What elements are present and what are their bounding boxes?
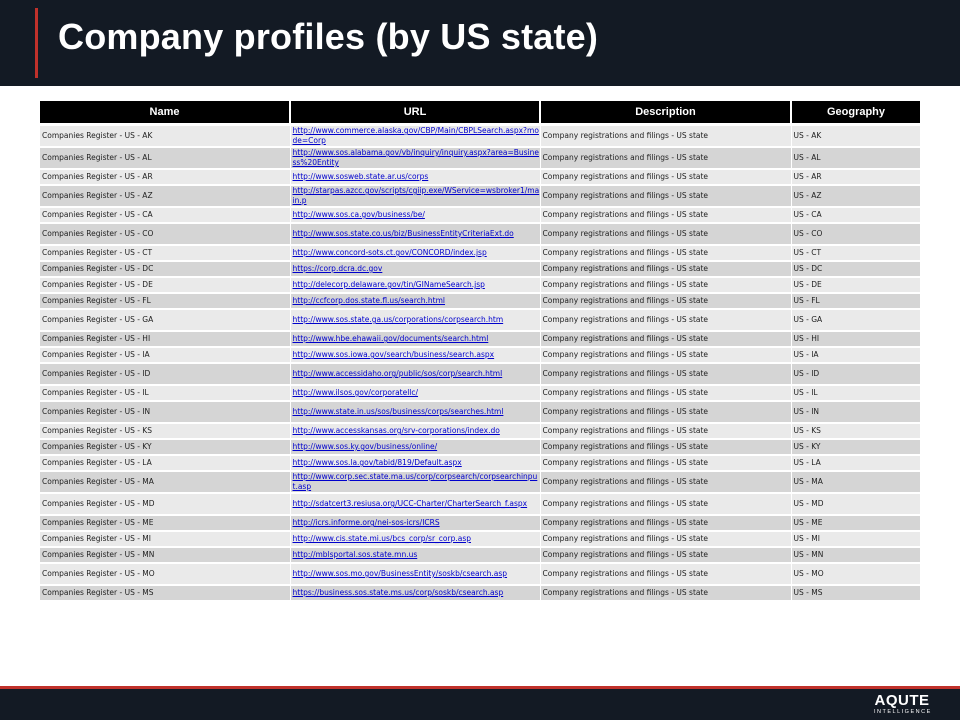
table-row <box>40 515 920 531</box>
company-name-cell: Companies Register - US - AL <box>40 147 290 169</box>
table-body <box>40 125 920 602</box>
description-cell: Company registrations and filings - US state <box>540 347 791 363</box>
table-row <box>40 277 920 293</box>
company-name-cell: Companies Register - US - MI <box>40 531 290 547</box>
company-name-cell: Companies Register - US - KS <box>40 423 290 439</box>
title-bar <box>0 0 960 86</box>
table-row <box>40 585 920 601</box>
description-cell: Company registrations and filings - US state <box>540 125 791 148</box>
geography-cell: US - IN <box>791 401 920 423</box>
company-name-cell: Companies Register - US - MO <box>40 563 290 585</box>
geography-cell: US - ID <box>791 363 920 385</box>
page-title: Company profiles (by US state) <box>58 16 599 57</box>
geography-cell: US - MO <box>791 563 920 585</box>
geography-cell: US - AK <box>791 125 920 148</box>
logo-wordmark: AQUTE <box>874 692 930 709</box>
table-row <box>40 547 920 563</box>
company-name-cell: Companies Register - US - MS <box>40 585 290 601</box>
table-row <box>40 563 920 585</box>
description-cell: Company registrations and filings - US state <box>540 223 791 245</box>
table-row <box>40 169 920 185</box>
url-link[interactable]: http://www.sos.ky.gov/business/online/ <box>290 439 540 455</box>
table-row <box>40 207 920 223</box>
geography-cell: US - IA <box>791 347 920 363</box>
company-name-cell: Companies Register - US - CO <box>40 223 290 245</box>
geography-cell: US - MN <box>791 547 920 563</box>
company-name-cell: Companies Register - US - CA <box>40 207 290 223</box>
description-cell: Company registrations and filings - US state <box>540 293 791 309</box>
table-row <box>40 347 920 363</box>
company-name-cell: Companies Register - US - DE <box>40 277 290 293</box>
url-link[interactable]: http://www.corp.sec.state.ma.us/corp/corpsearch/corpsearchinput.asp <box>290 471 540 493</box>
url-link[interactable]: http://sdatcert3.resiusa.org/UCC-Charter/CharterSearch_f.aspx <box>290 493 540 515</box>
url-link[interactable]: http://delecorp.delaware.gov/tin/GINameSearch.jsp <box>290 277 540 293</box>
logo-tagline: INTELLIGENCE <box>874 709 932 715</box>
description-cell: Company registrations and filings - US state <box>540 531 791 547</box>
description-cell: Company registrations and filings - US state <box>540 585 791 601</box>
description-cell: Company registrations and filings - US state <box>540 439 791 455</box>
description-cell: Company registrations and filings - US state <box>540 147 791 169</box>
title-accent-bar <box>35 8 38 78</box>
table-row <box>40 223 920 245</box>
geography-cell: US - MD <box>791 493 920 515</box>
table-row <box>40 125 920 148</box>
company-name-cell: Companies Register - US - DC <box>40 261 290 277</box>
geography-cell: US - AL <box>791 147 920 169</box>
geography-cell: US - KY <box>791 439 920 455</box>
geography-cell: US - ME <box>791 515 920 531</box>
description-cell: Company registrations and filings - US state <box>540 207 791 223</box>
table-row <box>40 185 920 207</box>
table-row <box>40 493 920 515</box>
description-cell: Company registrations and filings - US state <box>540 245 791 261</box>
url-link[interactable]: http://www.sos.mo.gov/BusinessEntity/soskb/csearch.asp <box>290 563 540 585</box>
company-name-cell: Companies Register - US - FL <box>40 293 290 309</box>
geography-cell: US - CT <box>791 245 920 261</box>
geography-cell: US - DE <box>791 277 920 293</box>
company-name-cell: Companies Register - US - MD <box>40 493 290 515</box>
table-row <box>40 531 920 547</box>
geography-cell: US - HI <box>791 331 920 347</box>
url-link[interactable]: http://www.sos.iowa.gov/search/business/search.aspx <box>290 347 540 363</box>
geography-cell: US - MS <box>791 585 920 601</box>
url-link[interactable]: http://www.cis.state.mi.us/bcs_corp/sr_corp.asp <box>290 531 540 547</box>
geography-cell: US - KS <box>791 423 920 439</box>
company-name-cell: Companies Register - US - KY <box>40 439 290 455</box>
description-cell: Company registrations and filings - US state <box>540 169 791 185</box>
description-cell: Company registrations and filings - US state <box>540 423 791 439</box>
url-link[interactable]: http://www.ilsos.gov/corporatellc/ <box>290 385 540 401</box>
company-name-cell: Companies Register - US - HI <box>40 331 290 347</box>
table-row <box>40 423 920 439</box>
geography-cell: US - CA <box>791 207 920 223</box>
description-cell: Company registrations and filings - US state <box>540 385 791 401</box>
url-link[interactable]: http://icrs.informe.org/nei-sos-icrs/ICRS <box>290 515 540 531</box>
table-row <box>40 261 920 277</box>
description-cell: Company registrations and filings - US state <box>540 185 791 207</box>
description-cell: Company registrations and filings - US state <box>540 515 791 531</box>
url-link[interactable]: http://mblsportal.sos.state.mn.us <box>290 547 540 563</box>
geography-cell: US - FL <box>791 293 920 309</box>
url-link[interactable]: http://www.accesskansas.org/srv-corporations/index.do <box>290 423 540 439</box>
table-row <box>40 331 920 347</box>
geography-cell: US - MA <box>791 471 920 493</box>
url-link[interactable]: http://www.sos.la.gov/tabid/819/Default.aspx <box>290 455 540 471</box>
url-link[interactable]: http://www.sosweb.state.ar.us/corps <box>290 169 540 185</box>
header-description: Description <box>540 101 791 125</box>
company-name-cell: Companies Register - US - AK <box>40 125 290 148</box>
description-cell: Company registrations and filings - US state <box>540 455 791 471</box>
url-link[interactable]: http://www.sos.state.co.us/biz/BusinessEntityCriteriaExt.do <box>290 223 540 245</box>
description-cell: Company registrations and filings - US state <box>540 261 791 277</box>
description-cell: Company registrations and filings - US state <box>540 309 791 331</box>
geography-cell: US - GA <box>791 309 920 331</box>
company-name-cell: Companies Register - US - ME <box>40 515 290 531</box>
company-name-cell: Companies Register - US - MN <box>40 547 290 563</box>
company-name-cell: Companies Register - US - MA <box>40 471 290 493</box>
url-link[interactable]: http://www.hbe.ehawaii.gov/documents/search.html <box>290 331 540 347</box>
geography-cell: US - DC <box>791 261 920 277</box>
geography-cell: US - AR <box>791 169 920 185</box>
company-name-cell: Companies Register - US - GA <box>40 309 290 331</box>
header-geography: Geography <box>791 101 920 125</box>
description-cell: Company registrations and filings - US state <box>540 547 791 563</box>
geography-cell: US - MI <box>791 531 920 547</box>
company-name-cell: Companies Register - US - ID <box>40 363 290 385</box>
url-link[interactable]: http://www.sos.alabama.gov/vb/inquiry/inquiry.aspx?area=Business%20Entity <box>290 147 540 169</box>
description-cell: Company registrations and filings - US state <box>540 363 791 385</box>
table-row <box>40 385 920 401</box>
table-row <box>40 147 920 169</box>
table-row <box>40 309 920 331</box>
url-link[interactable]: http://www.sos.state.ga.us/corporations/corpsearch.htm <box>290 309 540 331</box>
table-row <box>40 455 920 471</box>
header-url: URL <box>290 101 540 125</box>
description-cell: Company registrations and filings - US state <box>540 471 791 493</box>
geography-cell: US - LA <box>791 455 920 471</box>
company-name-cell: Companies Register - US - CT <box>40 245 290 261</box>
url-link[interactable]: https://corp.dcra.dc.gov <box>290 261 540 277</box>
geography-cell: US - CO <box>791 223 920 245</box>
url-link[interactable]: http://starpas.azcc.gov/scripts/cgiip.exe/WService=wsbroker1/main.p <box>290 185 540 207</box>
company-register-table-container <box>40 101 920 602</box>
description-cell: Company registrations and filings - US state <box>540 563 791 585</box>
url-link[interactable]: http://www.concord-sots.ct.gov/CONCORD/index.jsp <box>290 245 540 261</box>
company-name-cell: Companies Register - US - AR <box>40 169 290 185</box>
description-cell: Company registrations and filings - US state <box>540 493 791 515</box>
geography-cell: US - AZ <box>791 185 920 207</box>
url-link[interactable]: http://www.commerce.alaska.gov/CBP/Main/CBPLSearch.aspx?mode=Corp <box>290 125 540 148</box>
url-link[interactable]: http://www.accessidaho.org/public/sos/corp/search.html <box>290 363 540 385</box>
table-row <box>40 439 920 455</box>
description-cell: Company registrations and filings - US state <box>540 401 791 423</box>
url-link[interactable]: http://ccfcorp.dos.state.fl.us/search.html <box>290 293 540 309</box>
url-link[interactable]: http://www.sos.ca.gov/business/be/ <box>290 207 540 223</box>
table-row <box>40 293 920 309</box>
table-row <box>40 245 920 261</box>
table-row <box>40 401 920 423</box>
company-name-cell: Companies Register - US - IA <box>40 347 290 363</box>
aqute-logo <box>874 693 930 716</box>
url-link[interactable]: https://business.sos.state.ms.us/corp/soskb/csearch.asp <box>290 585 540 601</box>
url-link[interactable]: http://www.state.in.us/sos/business/corps/searches.html <box>290 401 540 423</box>
company-name-cell: Companies Register - US - IN <box>40 401 290 423</box>
company-name-cell: Companies Register - US - AZ <box>40 185 290 207</box>
company-name-cell: Companies Register - US - LA <box>40 455 290 471</box>
geography-cell: US - IL <box>791 385 920 401</box>
company-register-table <box>40 101 921 602</box>
footer-bar <box>0 689 960 720</box>
table-header-row <box>40 101 920 125</box>
header-name: Name <box>40 101 290 125</box>
company-name-cell: Companies Register - US - IL <box>40 385 290 401</box>
table-row <box>40 363 920 385</box>
description-cell: Company registrations and filings - US state <box>540 331 791 347</box>
description-cell: Company registrations and filings - US state <box>540 277 791 293</box>
table-row <box>40 471 920 493</box>
